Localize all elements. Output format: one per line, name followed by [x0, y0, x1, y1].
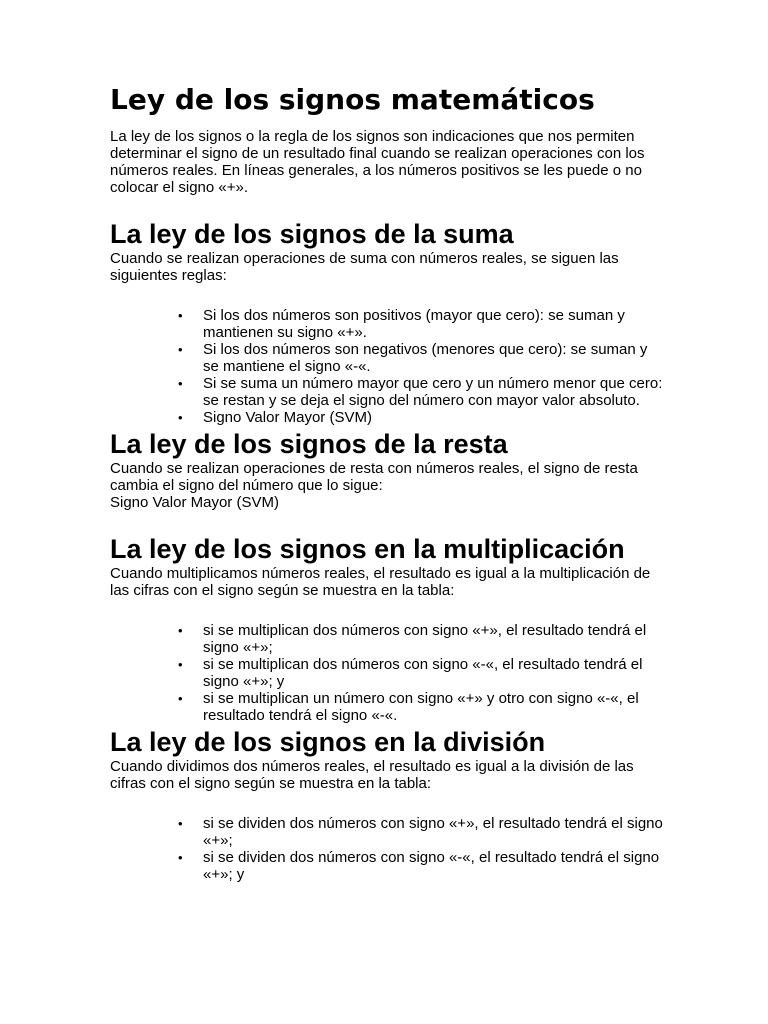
list-item: • si se dividen dos números con signo «+», el resultado tendrá el signo «+»;	[203, 815, 663, 849]
page-title: Ley de los signos matemáticos	[110, 83, 595, 116]
list-item: • si se multiplican dos números con signo «-«, el resultado tendrá el signo «+»; y	[203, 656, 663, 690]
paragraph-suma: Cuando se realizan operaciones de suma con números reales, se siguen las siguientes reglas:	[110, 250, 619, 284]
paragraph-resta-svm: Signo Valor Mayor (SVM)	[110, 494, 279, 511]
heading-suma: La ley de los signos de la suma	[110, 219, 514, 249]
document-page	[110, 82, 670, 883]
paragraph-resta: Cuando se realizan operaciones de resta con números reales, el signo de resta cambia el signo del número que lo sigue:	[110, 460, 638, 494]
list-item: • Si los dos números son positivos (mayor que cero): se suman y mantienen su signo «+».	[203, 307, 663, 341]
intro-paragraph: La ley de los signos o la regla de los signos son indicaciones que nos permiten determinar el signo de un resultado final cuando se realizan operaciones con los números reales. En líneas generales, a los números positivos se les puede o no colocar el signo «+».	[110, 128, 645, 196]
list-item: • si se multiplican dos números con signo «+», el resultado tendrá el signo «+»;	[203, 622, 663, 656]
heading-multiplicacion: La ley de los signos en la multiplicación	[110, 534, 625, 564]
paragraph-multiplicacion: Cuando multiplicamos números reales, el resultado es igual a la multiplicación de las cifras con el signo según se muestra en la tabla:	[110, 565, 651, 599]
heading-resta: La ley de los signos de la resta	[110, 429, 508, 459]
list-item: • Si los dos números son negativos (menores que cero): se suman y se mantiene el signo «-«.	[203, 341, 663, 375]
heading-division: La ley de los signos en la división	[110, 727, 546, 757]
list-item: • Si se suma un número mayor que cero y un número menor que cero: se restan y se deja el signo del número con mayor valor absoluto.	[203, 375, 663, 409]
list-suma	[110, 307, 670, 426]
list-multiplicacion	[110, 622, 670, 724]
paragraph-division: Cuando dividimos dos números reales, el resultado es igual a la división de las cifras con el signo según se muestra en la tabla:	[110, 758, 634, 792]
list-item: • si se multiplican un número con signo «+» y otro con signo «-«, el resultado tendrá el signo «-«.	[203, 690, 663, 724]
list-item: • Signo Valor Mayor (SVM)	[203, 409, 663, 426]
list-item: • si se dividen dos números con signo «-«, el resultado tendrá el signo «+»; y	[203, 849, 663, 883]
list-division	[110, 815, 670, 883]
